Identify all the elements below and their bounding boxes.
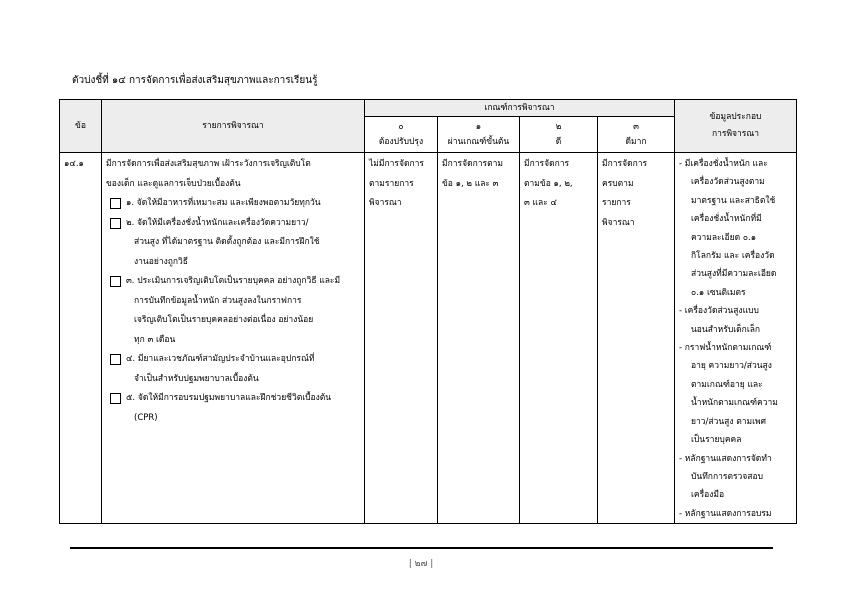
criteria-line: ตามรายการ — [369, 178, 414, 189]
checklist-item-cont: (CPR) — [134, 412, 158, 423]
checklist-item-text: ๑. จัดให้มีอาหารที่เหมาะสม และเพียงพอตามวัยทุกวัน — [126, 198, 321, 208]
document-item-cont: มาตรฐาน และสาธิตใช้ — [691, 195, 776, 206]
document-item-cont: ยาว/ส่วนสูง ตามเพศ — [691, 416, 767, 427]
row-intro-line: มีการจัดการเพื่อส่งเสริมสุขภาพ เฝ้าระวังการเจริญเติบโต — [106, 159, 311, 169]
checkbox-3[interactable] — [110, 276, 121, 287]
level-label: ดี — [555, 136, 562, 147]
criteria-line: ข้อ ๑, ๒ และ ๓ — [442, 178, 499, 189]
indicator-title: ตัวบ่งชี้ที่ ๑๔ การจัดการเพื่อส่งเสริมสุขภาพและการเรียนรู้ — [72, 75, 318, 86]
document-item-cont: เครื่องวัดส่วนสูงตาม — [691, 177, 765, 188]
criteria-line: ตามข้อ ๑, ๒, — [524, 178, 573, 189]
row-number: ๑๔.๑ — [60, 153, 102, 524]
criteria-line: พิจารณา — [602, 217, 635, 228]
checkbox-1[interactable] — [110, 198, 121, 209]
level-score: ๒ — [555, 121, 562, 132]
document-item: - มีเครื่องชั่งน้ำหนัก และ — [679, 159, 768, 169]
criteria-level-0 — [365, 153, 438, 524]
table-row — [60, 153, 797, 524]
criteria-line: ๓ และ ๔ — [524, 198, 557, 208]
criteria-level-3 — [598, 153, 675, 524]
criteria-line: มีการจัดการ — [602, 159, 648, 169]
document-item-cont: เครื่องชั่งน้ำหนักที่มี — [691, 214, 762, 225]
document-item-cont: บันทึกการตรวจสอบ — [691, 471, 763, 482]
criteria-line: รายการ — [602, 198, 631, 208]
checklist-item-text: ๔. มียาและเวชภัณฑ์สามัญประจำบ้านและอุปกรณ์ที่ — [126, 354, 315, 364]
document-item-cont: เป็นรายบุคคล — [691, 435, 742, 446]
document-item-cont: กิโลกรัม และ เครื่องวัด — [691, 251, 775, 262]
checklist-item-text: ๒. จัดให้มีเครื่องชั่งน้ำหนักและเครื่องวัดความยาว/ — [126, 217, 309, 228]
document-item-cont: ๐.๑ เซนติเมตร — [691, 287, 746, 298]
level-score: ๑ — [475, 121, 482, 132]
criteria-line: มีการจัดการ — [524, 159, 570, 169]
checklist-item-cont: ส่วนสูง ที่ได้มาตรฐาน ติดตั้งถูกต้อง และมีการฝึกใช้ — [134, 237, 320, 247]
document-item: - หลักฐานแสดงการจัดทำ — [679, 453, 772, 464]
document-item-cont: เครื่องมือ — [691, 490, 725, 501]
checkbox-4[interactable] — [110, 354, 121, 365]
level-label: ต้องปรับปรุง — [378, 136, 424, 147]
supporting-documents — [675, 153, 797, 524]
page-number: | ๒๗ | — [408, 559, 434, 569]
header-criteria: เกณฑ์การพิจารณา — [365, 100, 675, 117]
document-item: - เครื่องวัดส่วนสูงแบบ — [679, 306, 759, 317]
header-info-line1: ข้อมูลประกอบ — [709, 112, 762, 122]
header-level-2 — [520, 117, 598, 153]
checklist-item-cont: การบันทึกข้อมูลน้ำหนัก ส่วนสูงลงในกราฟการ — [134, 295, 302, 306]
checklist-item-cont: จำเป็นสำหรับปฐมพยาบาลเบื้องต้น — [134, 373, 259, 384]
checkbox-5[interactable] — [110, 393, 121, 404]
document-item-cont: ตามเกณฑ์อายุ และ — [691, 379, 763, 390]
criteria-line: ไม่มีการจัดการ — [369, 159, 424, 169]
level-label: ดีมาก — [625, 136, 647, 147]
criteria-line: ครบตาม — [602, 178, 634, 189]
document-item: - หลักฐานแสดงการอบรม — [679, 508, 772, 519]
checklist-item-2[interactable] — [106, 214, 360, 234]
checklist-item-4[interactable] — [106, 350, 360, 370]
header-level-0 — [365, 117, 438, 153]
criteria-line: พิจารณา — [369, 198, 402, 208]
header-level-3 — [598, 117, 675, 153]
evaluation-table — [59, 99, 797, 524]
header-no: ข้อ — [60, 100, 102, 153]
level-score: ๐ — [398, 121, 404, 132]
criteria-line: มีการจัดการตาม — [442, 159, 503, 169]
checklist-item-1[interactable] — [106, 194, 360, 214]
checklist-item-cont: งานอย่างถูกวิธี — [134, 256, 188, 267]
criteria-level-2 — [520, 153, 598, 524]
document-item-cont: ความละเอียด ๐.๑ — [691, 232, 757, 243]
footer-divider — [70, 547, 773, 549]
document-item-cont: น้ำหนักตามเกณฑ์ความ — [691, 398, 778, 409]
level-score: ๓ — [633, 121, 639, 132]
checklist-item-cont: ทุก ๓ เดือน — [134, 334, 176, 345]
header-info-line2: การพิจารณา — [711, 129, 760, 139]
checklist-item-3[interactable] — [106, 272, 360, 292]
row-items — [102, 153, 365, 524]
criteria-level-1 — [438, 153, 520, 524]
header-level-1 — [438, 117, 520, 153]
document-item: - กราฟน้ำหนักตามเกณฑ์ — [679, 343, 772, 354]
level-label: ผ่านเกณฑ์ขั้นต้น — [447, 136, 510, 147]
document-item-cont: นอนสำหรับเด็กเล็ก — [691, 324, 761, 335]
header-info — [675, 100, 797, 153]
checklist-item-5[interactable] — [106, 389, 360, 409]
checklist-item-text: ๓. ประเมินการเจริญเติบโตเป็นรายบุคคล อย่างถูกวิธี และมี — [126, 276, 341, 286]
checklist-item-text: ๕. จัดให้มีการอบรมปฐมพยาบาลและฝึกช่วยชีวิตเบื้องต้น — [126, 393, 332, 403]
document-item-cont: อายุ ความยาว/ส่วนสูง — [691, 361, 772, 372]
header-item: รายการพิจารณา — [102, 100, 365, 153]
checkbox-2[interactable] — [110, 218, 121, 229]
document-item-cont: ส่วนสูงที่มีความละเอียด — [691, 269, 777, 280]
checklist-item-cont: เจริญเติบโตเป็นรายบุคคลอย่างต่อเนื่อง อย่างน้อย — [134, 315, 314, 325]
row-intro-line: ของเด็ก และดูแลการเจ็บป่วยเบื้องต้น — [106, 178, 241, 189]
